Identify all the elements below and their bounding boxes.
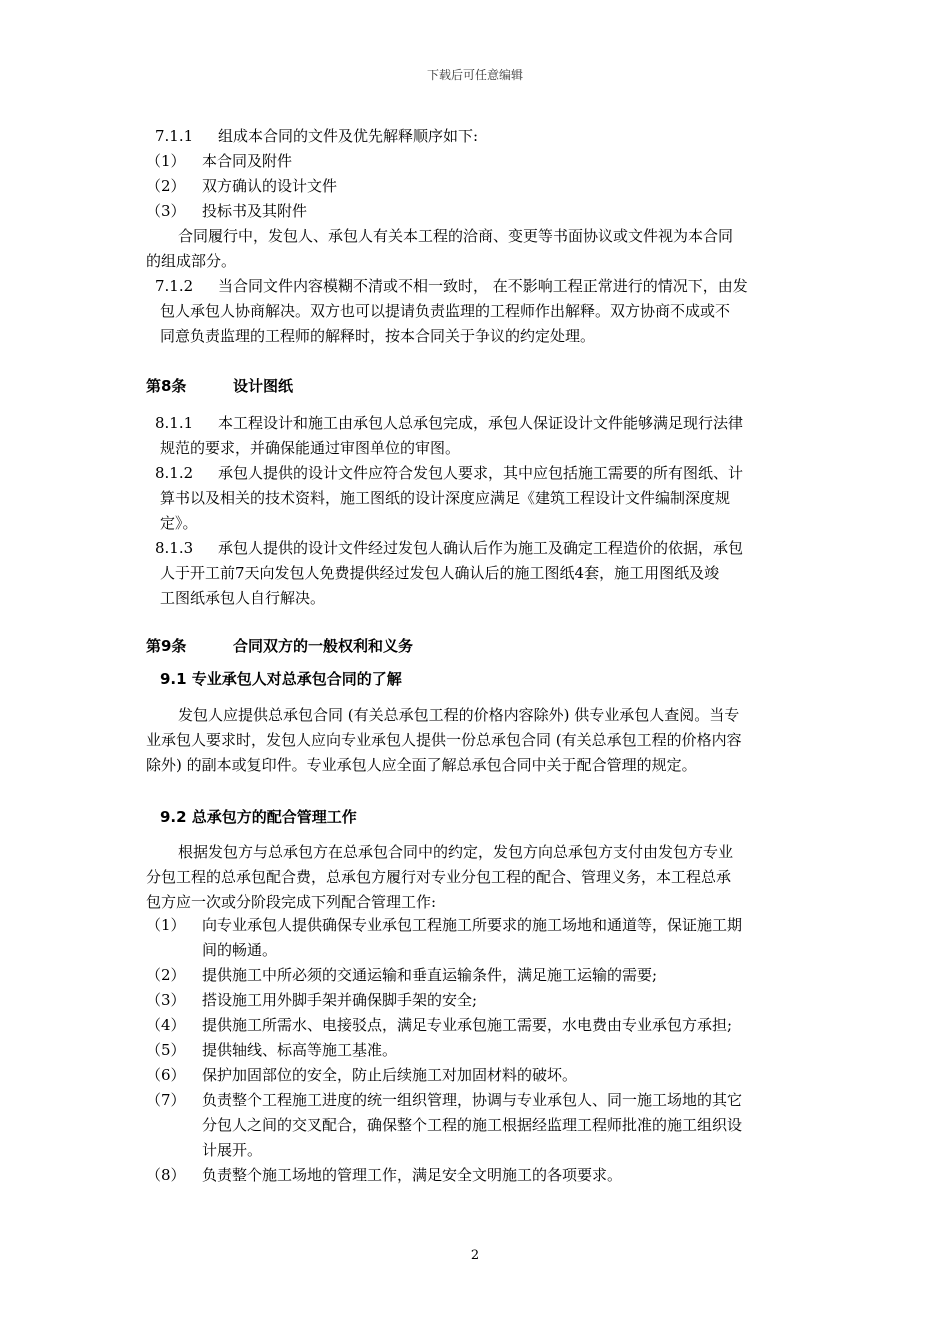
list-number: （4） (146, 1016, 186, 1034)
list-item: 双方确认的设计文件 (202, 177, 338, 195)
list-number: （6） (146, 1066, 186, 1084)
clause-number: 8.1.1 (155, 414, 194, 432)
article-title: 设计图纸 (233, 377, 294, 395)
paragraph-line: 包方应一次或分阶段完成下列配合管理工作: (146, 893, 437, 911)
clause-line: 包人承包人协商解决。双方也可以提请负责监理的工程师作出解释。双方协商不成或不 (160, 302, 731, 320)
list-item-line: 分包人之间的交叉配合，确保整个工程的施工根据经监理工程师批准的施工组织设 (202, 1116, 743, 1134)
list-item-line: 提供轴线、标高等施工基准。 (202, 1041, 398, 1059)
list-item: 本合同及附件 (202, 152, 293, 170)
list-number: （2） (146, 966, 186, 984)
article-number: 第8条 (146, 377, 187, 395)
list-number: （1） (146, 152, 186, 170)
list-number: （3） (146, 991, 186, 1009)
clause-line: 本工程设计和施工由承包人总承包完成，承包人保证设计文件能够满足现行法律 (218, 414, 744, 432)
list-item-line: 保护加固部位的安全，防止后续施工对加固材料的破坏。 (202, 1066, 578, 1084)
clause-number: 7.1.2 (155, 277, 194, 295)
clause-line: 承包人提供的设计文件应符合发包人要求，其中应包括施工需要的所有图纸、计 (218, 464, 744, 482)
header-note: 下载后可任意编辑 (426, 68, 523, 82)
clause-line: 规范的要求，并确保能通过审图单位的审图。 (160, 439, 461, 457)
list-item-line: 提供施工中所必须的交通运输和垂直运输条件，满足施工运输的需要; (202, 966, 658, 984)
clause-line: 算书以及相关的技术资料，施工图纸的设计深度应满足《建筑工程设计文件编制深度规 (160, 489, 731, 507)
list-item-line: 负责整个工程施工进度的统一组织管理，协调与专业承包人、同一施工场地的其它 (202, 1091, 743, 1109)
clause-line: 人于开工前7天向发包人免费提供经过发包人确认后的施工图纸4套，施工用图纸及竣 (160, 564, 720, 582)
paragraph-line: 发包人应提供总承包合同 (有关总承包工程的价格内容除外) 供专业承包人查阅。当专 (178, 706, 740, 724)
section-heading: 9.1 专业承包人对总承包合同的了解 (160, 670, 402, 688)
article-title: 合同双方的一般权利和义务 (233, 637, 414, 655)
paragraph-line: 除外) 的副本或复印件。专业承包人应全面了解总承包合同中关于配合管理的规定。 (146, 756, 697, 774)
list-number: （8） (146, 1166, 186, 1184)
clause-line: 工图纸承包人自行解决。 (160, 589, 326, 607)
clause-number: 8.1.2 (155, 464, 194, 482)
list-number: （3） (146, 202, 186, 220)
article-number: 第9条 (146, 637, 187, 655)
paragraph-line: 合同履行中，发包人、承包人有关本工程的洽商、变更等书面协议或文件视为本合同 (178, 227, 734, 245)
list-item-line: 间的畅通。 (202, 941, 278, 959)
clause-line: 定》。 (160, 514, 198, 532)
list-number: （2） (146, 177, 186, 195)
list-number: （7） (146, 1091, 186, 1109)
list-item-line: 计展开。 (202, 1141, 263, 1159)
list-item-line: 向专业承包人提供确保专业承包工程施工所要求的施工场地和通道等，保证施工期 (202, 916, 743, 934)
list-item-line: 提供施工所需水、电接驳点，满足专业承包施工需要，水电费由专业承包方承担; (202, 1016, 733, 1034)
clause-number: 8.1.3 (155, 539, 194, 557)
section-heading: 9.2 总承包方的配合管理工作 (160, 808, 357, 826)
list-number: （1） (146, 916, 186, 934)
clause-line: 承包人提供的设计文件经过发包人确认后作为施工及确定工程造价的依据，承包 (218, 539, 744, 557)
paragraph-line: 分包工程的总承包配合费，总承包方履行对专业分包工程的配合、管理义务，本工程总承 (146, 868, 732, 886)
clause-text: 组成本合同的文件及优先解释顺序如下: (218, 127, 479, 145)
list-number: （5） (146, 1041, 186, 1059)
paragraph-line: 根据发包方与总承包方在总承包合同中的约定，发包方向总承包方支付由发包方专业 (178, 843, 734, 861)
list-item-line: 搭设施工用外脚手架并确保脚手架的安全; (202, 991, 478, 1009)
clause-line: 同意负责监理的工程师的解释时，按本合同关于争议的约定处理。 (160, 327, 596, 345)
paragraph-line: 业承包人要求时，发包人应向专业承包人提供一份总承包合同 (有关总承包工程的价格内容 (146, 731, 742, 749)
paragraph-line: 的组成部分。 (146, 252, 237, 270)
page-number: 2 (470, 1248, 480, 1263)
clause-line: 当合同文件内容模糊不清或不相一致时， 在不影响工程正常进行的情况下，由发 (218, 277, 748, 295)
list-item: 投标书及其附件 (202, 202, 308, 220)
clause-number: 7.1.1 (155, 127, 194, 145)
list-item-line: 负责整个施工场地的管理工作，满足安全文明施工的各项要求。 (202, 1166, 623, 1184)
